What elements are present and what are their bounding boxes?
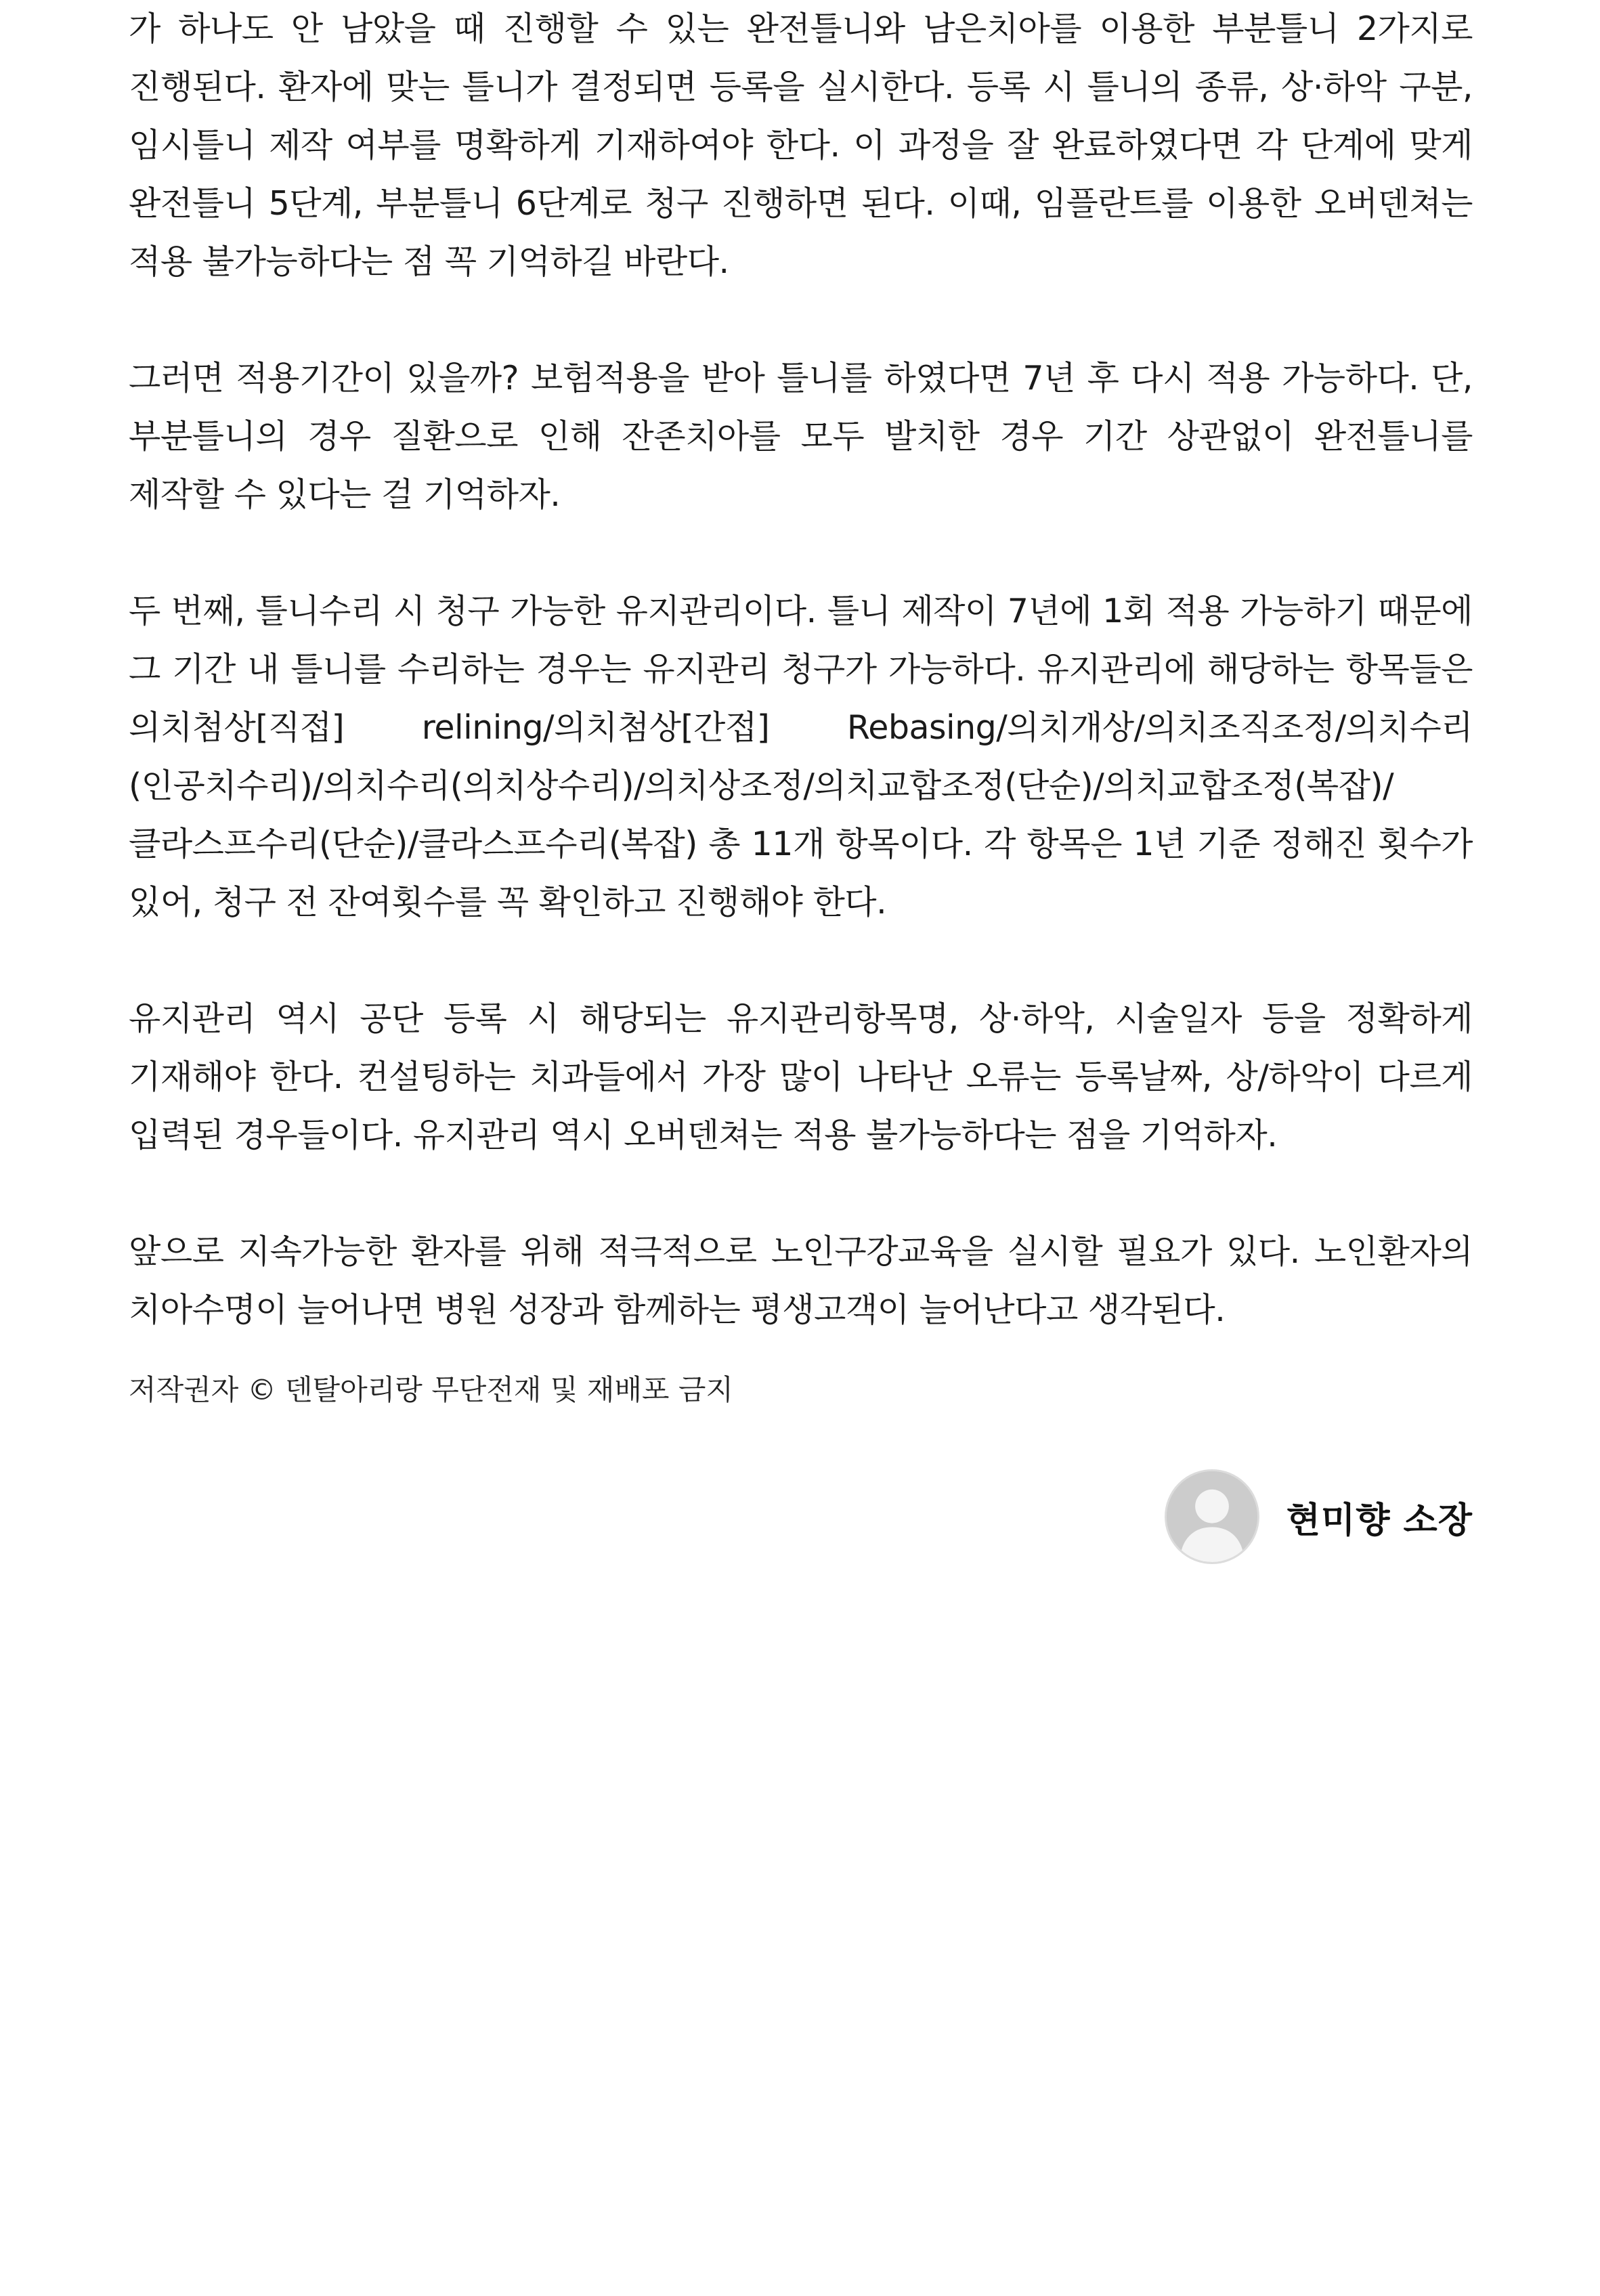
article-paragraph: 유지관리 역시 공단 등록 시 해당되는 유지관리항목명, 상·하악, 시술일자 등을 정확하게 기재해야 한다. 컨설팅하는 치과들에서 가장 많이 나타난 오류는 등록날짜, 상/하악이 다르게 입력된 경우들이다. 유지관리 역시 오버덴쳐는 적용 불가능하다는 점을 기억하자. <box>129 999 1473 1154</box>
article-paragraph: 그러면 적용기간이 있을까? 보험적용을 받아 틀니를 하였다면 7년 후 다시 적용 가능하다. 단, 부분틀니의 경우 질환으로 인해 잔존치아를 모두 발치한 경우 기간 상관없이 완전틀니를 제작할 수 있다는 걸 기억하자. <box>129 359 1473 514</box>
author-name[interactable]: 현미향 소장 <box>1286 1500 1473 1541</box>
article-paragraph: 가 하나도 안 남았을 때 진행할 수 있는 완전틀니와 남은치아를 이용한 부분틀니 2가지로 진행된다. 환자에 맞는 틀니가 결정되면 등록을 실시한다. 등록 시 틀니의 종류, 상·하악 구분, 임시틀니 제작 여부를 명확하게 기재하여야 한다. 이 과정을 잘 완료하였다면 각 단계에 맞게 완전틀니 5단계, 부분틀니 6단계로 청구 진행하면 된다. 이때, 임플란트를 이용한 오버덴쳐는 적용 불가능하다는 점 꼭 기억하길 바란다. <box>129 9 1473 281</box>
article-body <box>129 0 1473 1414</box>
copyright-notice: 저작권자 © 덴탈아리랑 무단전재 및 재배포 금지 <box>129 1373 733 1406</box>
user-avatar-icon[interactable] <box>1165 1469 1259 1564</box>
article-paragraph: 앞으로 지속가능한 환자를 위해 적극적으로 노인구강교육을 실시할 필요가 있다. 노인환자의 치아수명이 늘어나면 병원 성장과 함께하는 평생고객이 늘어난다고 생각된다. <box>129 1232 1473 1329</box>
author-byline[interactable] <box>1165 1469 1473 1564</box>
article-paragraph: 두 번째, 틀니수리 시 청구 가능한 유지관리이다. 틀니 제작이 7년에 1회 적용 가능하기 때문에 그 기간 내 틀니를 수리하는 경우는 유지관리 청구가 가능하다. 유지관리에 해당하는 항목들은 의치첨상[직접] relining/의치첨상[간접] Rebasing/의치개상/의치조직조정/의치수리(인공치수리)/의치수리(의치상수리)/의치상조정/의치교합조정(단순)/의치교합조정(복잡)/클라스프수리(단순)/클라스프수리(복잡) 총 11개 항목이다. 각 항목은 1년 기준 정해진 횟수가 있어, 청구 전 잔여횟수를 꼭 확인하고 진행해야 한다. <box>129 592 1473 922</box>
